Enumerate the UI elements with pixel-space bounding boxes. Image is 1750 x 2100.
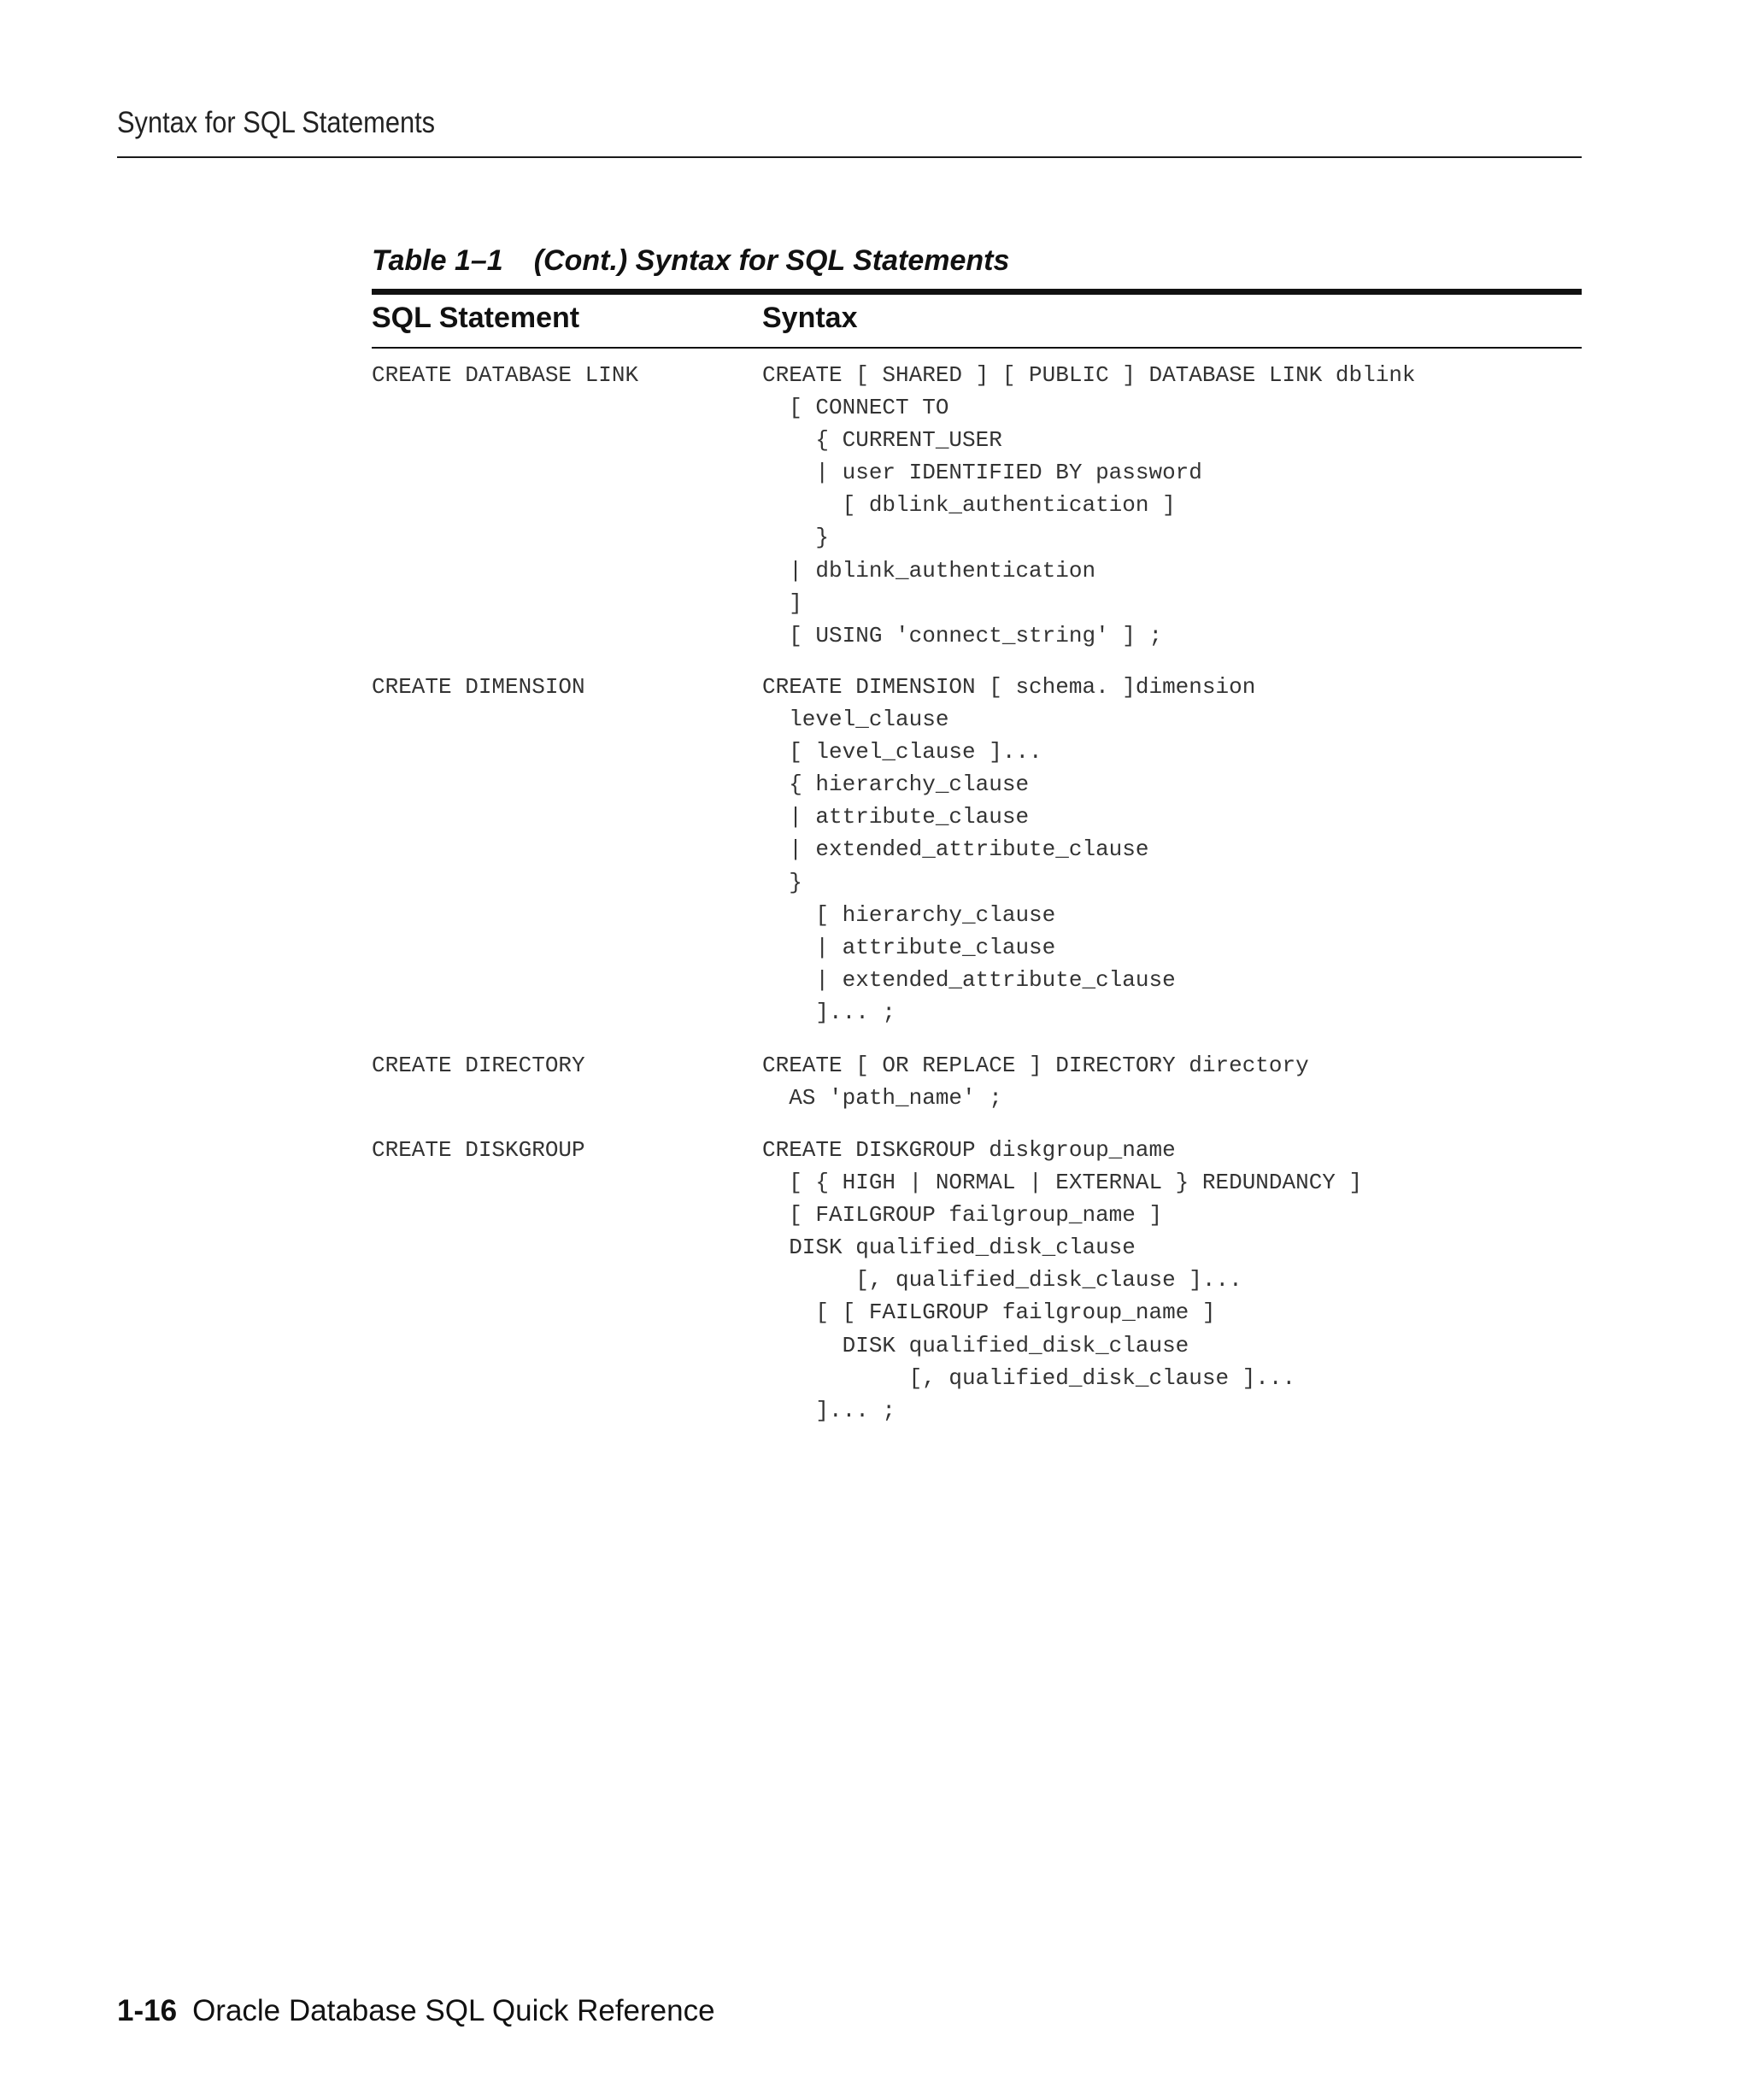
row-syntax-create-database-link: CREATE [ SHARED ] [ PUBLIC ] DATABASE LINK dblink [ CONNECT TO { CURRENT_USER | user IDENTIFIED BY password [ dblink_authentication ] } | dblink_authentication ] [ USING 'connect_string' ] ; (762, 362, 1416, 648)
row-syntax-create-directory: CREATE [ OR REPLACE ] DIRECTORY directory AS 'path_name' ; (762, 1053, 1309, 1112)
page-number: 1-16 (117, 1994, 178, 2027)
row-statement-create-directory: CREATE DIRECTORY (372, 1053, 585, 1078)
row-statement-create-database-link: CREATE DATABASE LINK (372, 362, 639, 388)
row-statement-create-dimension: CREATE DIMENSION (372, 674, 585, 700)
running-header: Syntax for SQL Statements (117, 106, 436, 139)
book-title: Oracle Database SQL Quick Reference (192, 1994, 715, 2027)
row-syntax-create-diskgroup: CREATE DISKGROUP diskgroup_name [ { HIGH | NORMAL | EXTERNAL } REDUNDANCY ] [ FAILGROUP failgroup_name ] DISK qualified_disk_clause [, qualified_disk_clause ]... [ [ FAILGROUP failgroup_name ] DISK qualified_disk_clause [, qualified_disk_clause ]... ]... ; (762, 1137, 1363, 1423)
table-caption-number: Table 1–1 (372, 244, 503, 277)
row-syntax-create-dimension: CREATE DIMENSION [ schema. ]dimension level_clause [ level_clause ]... { hierarchy_clause | attribute_clause | extended_attribute_clause } [ hierarchy_clause | attribute_clause | extended_attribute_clause ]... ; (762, 674, 1256, 1025)
column-header-syntax: Syntax (762, 302, 858, 334)
page-footer (117, 1994, 715, 2028)
table-top-rule (372, 289, 1582, 295)
table-header-rule (372, 347, 1582, 349)
column-header-sql-statement: SQL Statement (372, 302, 580, 334)
table-caption (372, 244, 1009, 278)
row-statement-create-diskgroup: CREATE DISKGROUP (372, 1137, 585, 1163)
header-rule (117, 156, 1582, 158)
table-caption-title: (Cont.) Syntax for SQL Statements (533, 244, 1010, 277)
